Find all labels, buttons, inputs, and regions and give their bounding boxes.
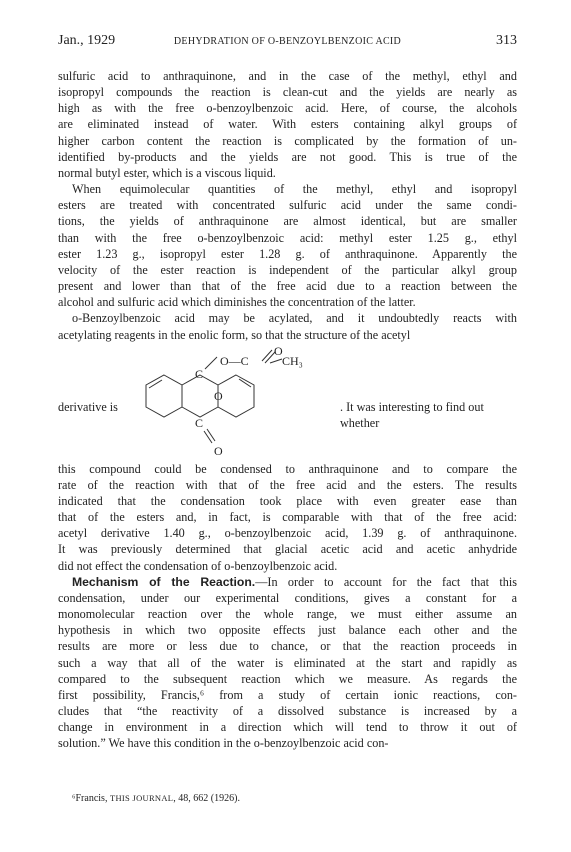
text-line: compared to the subsequent reaction which we measure. As regards the — [58, 671, 517, 686]
text-line: It was previously determined that glacial acetic acid and acetic anhydride — [58, 542, 517, 557]
text-line: hypothesis in which two opposite effects just balance each other and the — [58, 623, 517, 638]
atom-methyl: CH₃ — [282, 353, 303, 368]
header-date: Jan., 1929 — [58, 33, 116, 48]
text-line: acetyl derivative 1.40 g., o-benzoylbenzoic acid, 1.39 g. of anthraquinone. — [58, 526, 517, 541]
paragraph-3 — [58, 310, 517, 342]
text-line: that of the esters and, in fact, is comparable with that of the free acid: — [58, 510, 517, 525]
text-line: are eliminated instead of water. With esters containing alkyl groups of — [58, 117, 517, 132]
structure-label-before: derivative is — [58, 399, 118, 414]
paragraph-4 — [58, 461, 517, 574]
structure-label-after: . It was interesting to find out whether — [340, 399, 484, 430]
text-line: ester 1.23 g., isopropyl ester 1.28 g. of anthraquinone. Apparently the — [58, 246, 517, 261]
atom-o-bottom: O — [214, 443, 223, 458]
text-line: identified by-products and the yields are not good. This is true of the — [58, 149, 517, 164]
text-line: first possibility, Francis,⁶ from a study of certain ionic reactions, con- — [58, 687, 517, 702]
text-line: alcohol and sulfuric acid which diminishes the concentration of the latter. — [58, 295, 416, 310]
paragraph-2 — [58, 181, 517, 310]
footnote-journal: THIS JOURNAL — [109, 793, 174, 803]
text-line: solution.” We have this condition in the o-benzoylbenzoic acid con- — [58, 736, 389, 751]
text-line: tions, the yields of anthraquinone are almost identical, but are smaller — [58, 214, 517, 229]
paragraph-1 — [58, 68, 517, 181]
footnote-author: Francis, — [75, 793, 110, 804]
structure-block — [58, 343, 517, 461]
text-line: present and lower than that of the free acid due to a reaction between the — [58, 279, 517, 294]
atom-o-top: O — [274, 344, 283, 358]
text-line: this compound could be condensed to anthraquinone and to compare the — [58, 461, 517, 476]
atom-ester: O—C — [220, 353, 249, 368]
text-line: high as with the free o-benzoylbenzoic acid. Here, of course, the alcohols — [58, 101, 517, 116]
text-line — [58, 574, 517, 590]
atom-o-ring: O — [214, 388, 223, 403]
text-line-fragment: —In order to account for the fact that this — [255, 574, 517, 589]
atom-c-lower: C — [195, 415, 204, 430]
text-line: monomolecular reaction over the whole range, we must either assume an — [58, 607, 517, 622]
text-line: change in environment in a direction which will tend to throw it out of — [58, 720, 517, 735]
atom-c-upper: C — [195, 366, 204, 381]
page-number: 313 — [496, 33, 517, 48]
footnote — [72, 792, 512, 805]
paragraph-5 — [58, 574, 517, 752]
text-line: higher carbon content the reaction is complicated by the formation of un- — [58, 133, 517, 148]
text-line: When equimolecular quantities of the methyl, ethyl and isopropyl — [72, 182, 517, 197]
text-line: results are more or less due to chance, or that the reaction proceeds in — [58, 639, 517, 654]
text-line: normal butyl ester, which is a viscous liquid. — [58, 165, 276, 180]
text-line: esters are treated with concentrated sulfuric acid under the same condi- — [58, 198, 517, 213]
text-line: o-Benzoylbenzoic acid may be acylated, and it undoubtedly reacts with — [72, 311, 517, 326]
text-line: isopropyl compounds the reaction is clean-cut and the yields are nearly as — [58, 85, 517, 100]
text-line: condensation, under our experimental conditions, gives a constant for a — [58, 590, 517, 605]
acetyl-derivative-structure — [142, 345, 332, 461]
text-line: acetylating reagents in the enolic form, so that the structure of the acetyl — [58, 327, 411, 342]
text-line: did not effect the condensation of o-benzoylbenzoic acid. — [58, 558, 338, 573]
text-line: such a way that all of the water is eliminated at the start and rapidly as — [58, 655, 517, 670]
section-heading: Mechanism of the Reaction. — [72, 574, 256, 589]
text-line: sulfuric acid to anthraquinone, and in the case of the methyl, ethyl and — [58, 69, 517, 83]
running-header — [58, 33, 517, 53]
text-line: rate of the reaction with that of the free acid and the esters. The results — [58, 477, 517, 492]
footnote-marker: ⁶ — [72, 793, 76, 804]
article-body — [58, 68, 517, 751]
text-line: than with the free o-benzoylbenzoic acid: methyl ester 1.25 g., ethyl — [58, 230, 517, 245]
footnote-citation: , 48, 662 (1926). — [173, 793, 240, 804]
text-line: velocity of the ester reaction is independent of the particular alkyl group — [58, 262, 517, 277]
text-line: cludes that “the reactivity of a dissolved substance is increased by a — [58, 704, 517, 718]
header-title: DEHYDRATION OF O-BENZOYLBENZOIC ACID — [173, 36, 402, 47]
text-line: indicated that the condensation took place with even greater ease than — [58, 493, 517, 508]
